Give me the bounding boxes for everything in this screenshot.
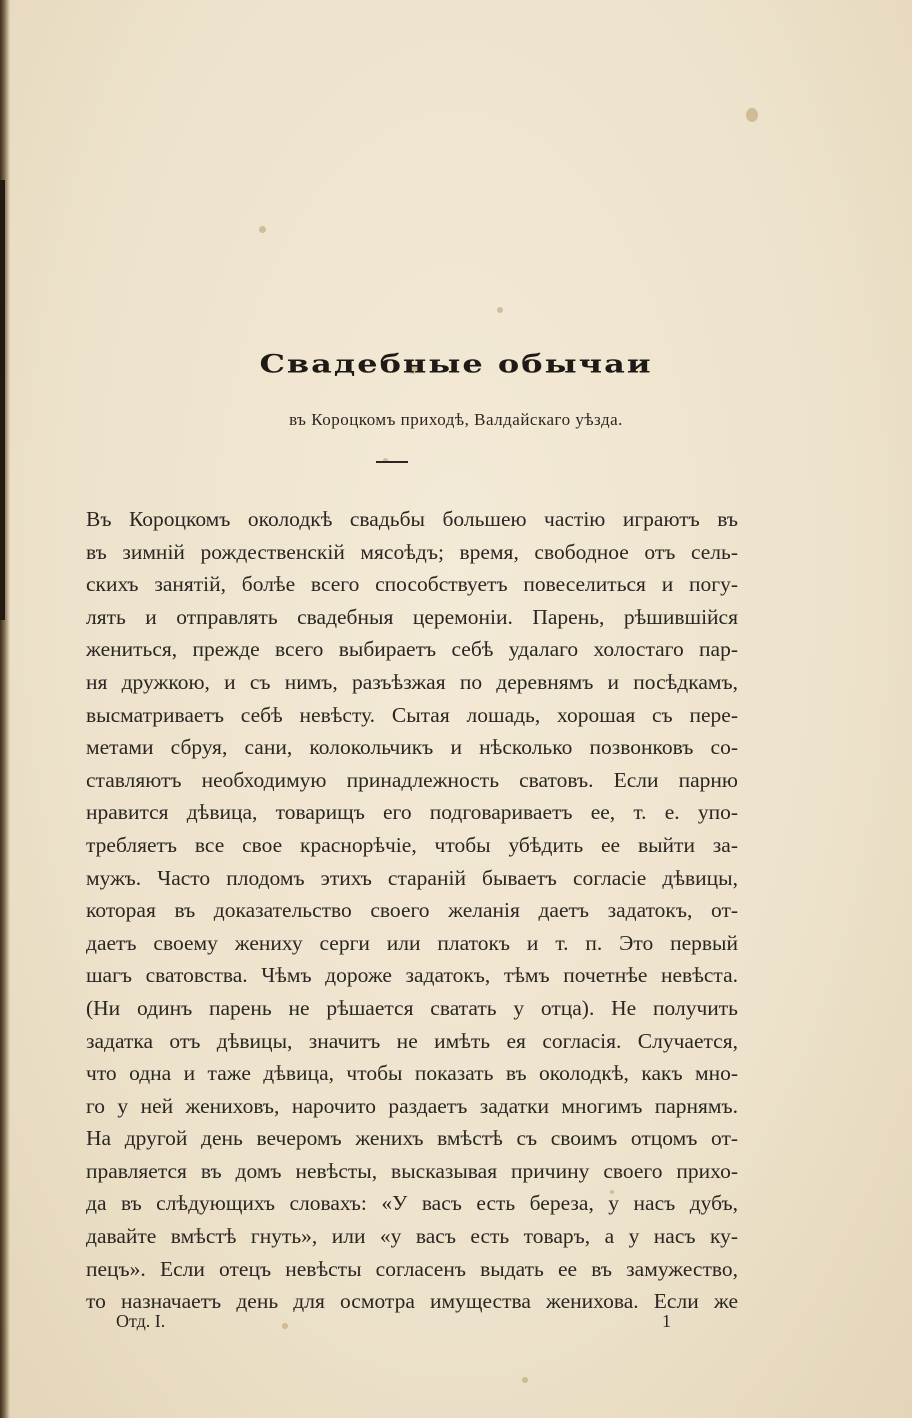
text-line: На другой день вечеромъ женихъ вмѣстѣ съ своимъ отцомъ от-	[86, 1126, 738, 1151]
text-line: нравится дѣвица, товарищъ его подговариваетъ ее, т. е. упо-	[86, 800, 738, 825]
text-line: мужъ. Часто плодомъ этихъ стараній бываетъ согласіе дѣвицы,	[86, 865, 738, 890]
text-line: жениться, прежде всего выбираетъ себѣ удалаго холостаго пар-	[86, 637, 738, 662]
text-line: го у ней жениховъ, нарочито раздаетъ задатки многимъ парнямъ.	[86, 1093, 738, 1118]
text-line: да въ слѣдующихъ словахъ: «У васъ есть береза, у насъ дубъ,	[86, 1191, 738, 1216]
foxing-spot	[282, 1323, 288, 1329]
text-line: Въ Короцкомъ околодкѣ свадьбы большею частію играютъ въ	[86, 507, 738, 531]
text-line: ня дружкою, и съ нимъ, разъѣзжая по деревнямъ и посѣдкамъ,	[86, 669, 738, 694]
text-line: высматриваетъ себѣ невѣсту. Сытая лошадь, хорошая съ пере-	[86, 702, 738, 727]
title-divider	[376, 461, 408, 463]
text-line: которая въ доказательство своего желанія даетъ задатокъ, от-	[86, 898, 738, 923]
text-line: пецъ». Если отецъ невѣсты согласенъ выдать ее въ замужество,	[86, 1256, 738, 1281]
foxing-spot	[522, 1377, 528, 1383]
text-line: требляетъ все свое краснорѣчіе, чтобы убѣдить ее выйти за-	[86, 832, 738, 857]
text-line: что одна и таже дѣвица, чтобы показать въ околодкѣ, какъ мно-	[86, 1061, 738, 1086]
text-line: метами сбруя, сани, колокольчикъ и нѣсколько позвонковъ со-	[86, 735, 738, 760]
binding-shadow	[0, 180, 5, 620]
text-line: правляется въ домъ невѣсты, высказывая причину своего прихо-	[86, 1158, 738, 1183]
text-line: скихъ занятій, болѣе всего способствуетъ повеселиться и погу-	[86, 572, 738, 597]
foxing-spot	[746, 108, 758, 122]
page-subtitle: въ Короцкомъ приходѣ, Валдайскаго уѣзда.	[289, 410, 623, 429]
text-line: то назначаетъ день для осмотра имущества женихова. Если же	[86, 1289, 738, 1314]
text-line: ставляютъ необходимую принадлежность сватовъ. Если парню	[86, 767, 738, 792]
foxing-spot	[497, 307, 503, 313]
signature-mark: 1	[662, 1311, 671, 1331]
text-line: задатка отъ дѣвицы, значитъ не имѣть ея согласія. Случается,	[86, 1028, 738, 1053]
section-footer: Отд. I.	[116, 1311, 166, 1331]
foxing-spot	[259, 226, 266, 233]
text-line: лять и отправлять свадебныя церемоніи. Парень, рѣшившійся	[86, 604, 738, 629]
text-line: даетъ своему жениху серги или платокъ и т. п. Это первый	[86, 930, 738, 955]
page-title: Свадебные обычаи	[259, 349, 653, 379]
text-line: (Ни одинъ парень не рѣшается сватать у отца). Не получить	[86, 995, 738, 1020]
text-line: въ зимній рождественскій мясоѣдъ; время, свободное отъ сель-	[86, 539, 738, 564]
text-line: давайте вмѣстѣ гнуть», или «у васъ есть товаръ, а у насъ ку-	[86, 1224, 738, 1249]
body-paragraph	[86, 503, 738, 1318]
text-line: шагъ сватовства. Чѣмъ дороже задатокъ, тѣмъ почетнѣе невѣста.	[86, 963, 738, 988]
